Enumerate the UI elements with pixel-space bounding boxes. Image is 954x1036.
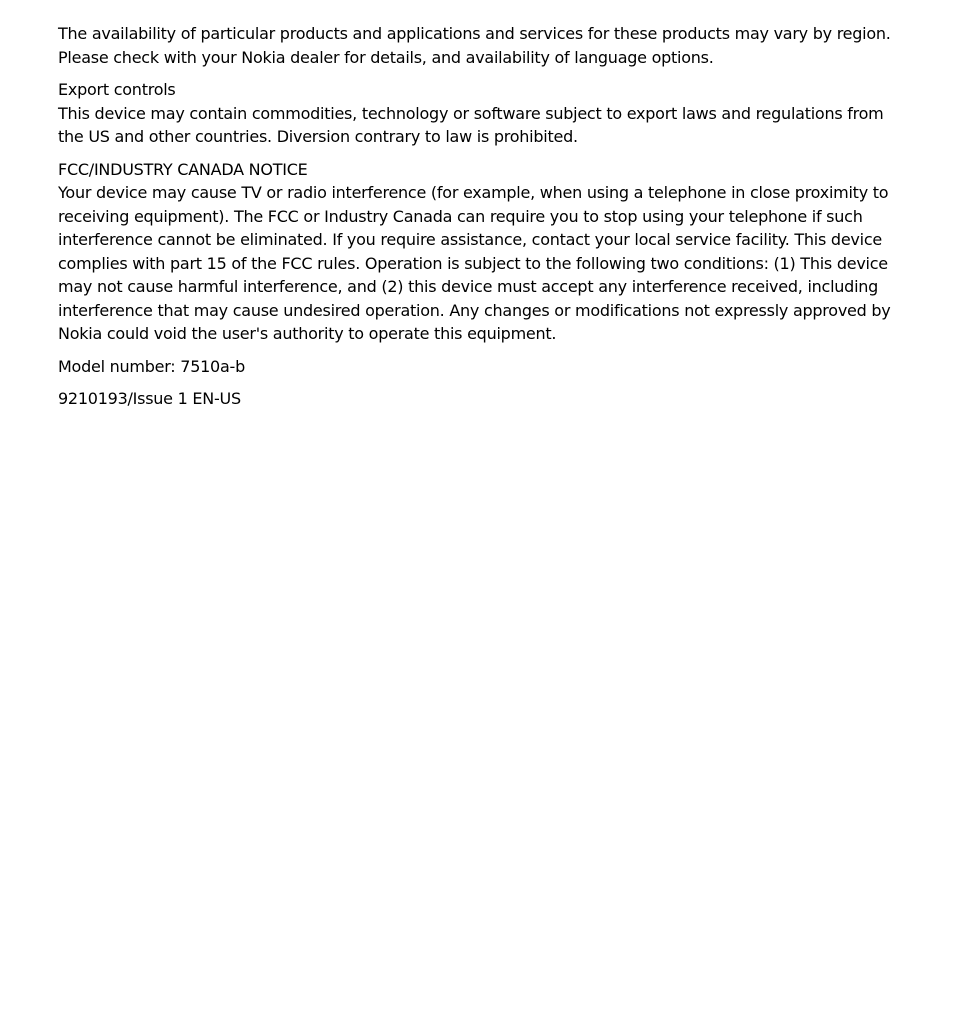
export-controls-heading: Export controls (58, 80, 176, 99)
document-body (58, 22, 900, 420)
fcc-notice-paragraph: Your device may cause TV or radio interference (for example, when using a telephone in close proximity to receiving equipment). The FCC or Industry Canada can require you to stop using your telephone if such interference cannot be eliminated. If you require assistance, contact your local service facility. This device complies with part 15 of the FCC rules. Operation is subject to the following two conditions: (1) This device may not cause harmful interference, and (2) this device must accept any interference received, including interference that may cause undesired operation. Any changes or modifications not expressly approved by Nokia could void the user's authority to operate this equipment. (58, 183, 891, 343)
export-controls-section (58, 78, 900, 149)
export-controls-paragraph: This device may contain commodities, technology or software subject to export laws and regulations from the US and other countries. Diversion contrary to law is prohibited. (58, 103, 884, 146)
model-number-section (58, 355, 900, 379)
availability-paragraph: The availability of particular products and applications and services for these products may vary by region. Please check with your Nokia dealer for details, and availability of language options. (58, 24, 891, 67)
model-number: Model number: 7510a-b (58, 356, 245, 376)
availability-section (58, 22, 900, 69)
issue-code: 9210193/Issue 1 EN-US (58, 389, 241, 408)
fcc-notice-heading: FCC/INDUSTRY CANADA NOTICE (58, 159, 308, 179)
fcc-notice-section (58, 158, 900, 346)
issue-section (58, 387, 900, 411)
